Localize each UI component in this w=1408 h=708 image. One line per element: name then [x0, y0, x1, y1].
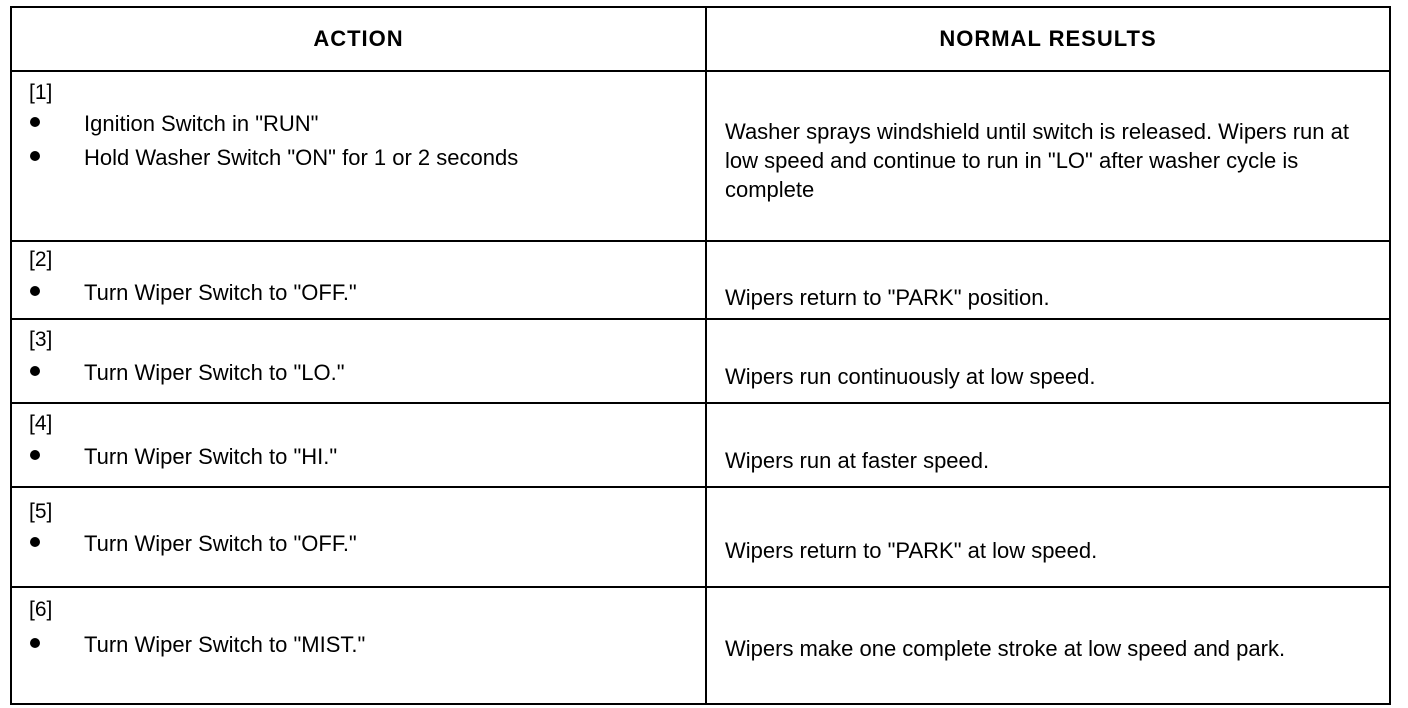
action-cell — [12, 588, 707, 703]
result-text: Wipers return to "PARK" at low speed. — [725, 538, 1098, 563]
result-cell — [707, 588, 1389, 703]
bullet-icon — [30, 537, 40, 547]
header-cell-action — [12, 8, 707, 70]
table-row — [12, 402, 1389, 486]
header-results-label: NORMAL RESULTS — [939, 26, 1157, 51]
result-cell — [707, 320, 1389, 402]
table-row — [12, 70, 1389, 240]
step-number: [6] — [29, 598, 53, 621]
action-item-text: Turn Wiper Switch to "HI." — [84, 444, 338, 469]
result-text: Wipers make one complete stroke at low speed and park. — [725, 636, 1286, 661]
action-cell — [12, 488, 707, 586]
bullet-icon — [30, 117, 40, 127]
bullet-icon — [30, 151, 40, 161]
action-item — [30, 631, 365, 659]
table-row — [12, 586, 1389, 703]
result-cell — [707, 72, 1389, 240]
action-cell — [12, 320, 707, 402]
action-item-text: Turn Wiper Switch to "OFF." — [84, 531, 357, 556]
action-item-text: Ignition Switch in "RUN" — [84, 111, 319, 136]
table-header-row — [12, 8, 1389, 70]
action-item — [30, 530, 357, 558]
header-action-label: ACTION — [313, 26, 404, 51]
table-row — [12, 486, 1389, 586]
result-text: Wipers run at faster speed. — [725, 448, 990, 473]
bullet-icon — [30, 450, 40, 460]
action-cell — [12, 404, 707, 486]
action-item — [30, 279, 357, 307]
result-text: Washer sprays windshield until switch is released. Wipers run at low speed and continue to run in "LO" after washer cycle is complete — [725, 119, 1349, 202]
result-text: Wipers run continuously at low speed. — [725, 364, 1096, 389]
action-cell — [12, 242, 707, 318]
result-text: Wipers return to "PARK" position. — [725, 285, 1050, 310]
step-number: [5] — [29, 500, 53, 523]
step-number: [1] — [29, 81, 53, 104]
table-row — [12, 318, 1389, 402]
table-row — [12, 240, 1389, 318]
action-item — [30, 144, 518, 172]
step-number: [2] — [29, 248, 53, 271]
action-item — [30, 443, 337, 471]
action-item-text: Hold Washer Switch "ON" for 1 or 2 seconds — [84, 145, 519, 170]
result-cell — [707, 488, 1389, 586]
header-cell-results — [707, 8, 1389, 70]
step-number: [3] — [29, 328, 53, 351]
step-number: [4] — [29, 412, 53, 435]
action-item-text: Turn Wiper Switch to "LO." — [84, 360, 345, 385]
action-item — [30, 359, 345, 387]
bullet-icon — [30, 286, 40, 296]
procedure-table — [10, 6, 1391, 705]
bullet-icon — [30, 366, 40, 376]
result-cell — [707, 404, 1389, 486]
result-cell — [707, 242, 1389, 318]
action-item — [30, 110, 318, 138]
action-item-text: Turn Wiper Switch to "OFF." — [84, 280, 357, 305]
bullet-icon — [30, 638, 40, 648]
action-item-text: Turn Wiper Switch to "MIST." — [84, 632, 366, 657]
action-cell — [12, 72, 707, 240]
